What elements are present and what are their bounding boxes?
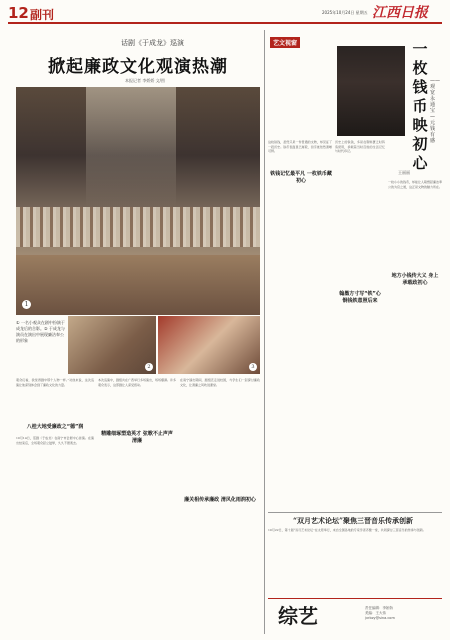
story-body-col3: 在南宁演出期间，剧组还走进校园，与学生们一起探讨廉政文化，让清廉之风吹进课堂。 [180, 378, 260, 387]
photo-3: 3 [158, 316, 260, 374]
footer-designer: 美编：王大伟 [365, 611, 386, 615]
story-headline: 掀起廉政文化观演热潮 [48, 57, 228, 77]
feature-body-col3: 一枚小小的钱币，却能让人联想起廉洁奉公的为官之道，这正是文物的魅力所在。 [388, 180, 442, 189]
second-feature-body: 10月22日，第十届“双月艺术论坛”在太原举行，来自全国各地的专家学者齐聚一堂，共同探讨三晋音乐的传承与创新。 [268, 528, 426, 532]
footer-credits [365, 606, 395, 621]
feature-subhead-1: 铁钱记忆最平凡 一枚铁币藏初心 [270, 171, 332, 184]
column-divider [264, 30, 265, 634]
paper-logo: 江西日报 [372, 5, 428, 21]
story-body-col1b: 10月14日，话剧《于成龙》在南宁市会展中心首演。在演出结束后，全场观众起立鼓掌，久久不愿离去。 [16, 436, 94, 445]
feature-title: 一枚钱币映初心 [412, 40, 428, 172]
feature-body-col2: 历史上的铁钱，多是在铜料匮乏时铸造使用，承载着当时百姓的生活记忆与时代印记。 [335, 140, 385, 154]
feature-section-label: 艺文视窗 [270, 37, 300, 48]
story-kicker: 话剧《于成龙》巡演 [121, 39, 184, 47]
photo-2: 2 [68, 316, 156, 374]
story-body-col1: 观众们看，我觉得剧中那个人物一样。”对他来说，这次巡演让他深刻体会到了廉政文化的力量。 [16, 378, 94, 387]
photo-caption: ① 一名小观众在剧中扮演于成龙后的合影。② 于成龙与演员在演出中展现廉洁奉公的形象 [16, 320, 65, 343]
feature-subtitle: ——观宽永通宝—元钱有感 [430, 78, 440, 144]
feature-photo [337, 46, 405, 136]
story-subhead-1: 八桂大地受廉政之“德”润 [26, 424, 84, 430]
footer-column-name: 综艺 [278, 604, 318, 628]
footer-email: jxrbzy@sina.com [365, 616, 395, 620]
feature-body-col1: 这枚铁钱，虽然只是一件普通的文物，却见证了一段历史。铁币表面虽已斑驳，但字迹依然清晰可辨。 [268, 140, 332, 154]
story-body-col2: 本次巡演中，剧组共在广西举行多场演出，场场爆满。许多观众表示，这部剧让人深受感动。 [98, 378, 176, 387]
section-name: 副刊 [30, 8, 55, 22]
feature-author: 王丽丽 [398, 170, 410, 175]
lead-photo: 1 [16, 87, 260, 315]
second-feature-title: “双月艺术论坛”聚焦三晋音乐传承创新 [292, 516, 414, 525]
issue-date: 2025年10月24日 星期五 [322, 10, 368, 15]
story-byline: 本报记者 李娇娇 文/图 [125, 78, 165, 83]
feature-subhead-2: 翰墨方寸写“铁”心 铜钱铁意照后来 [339, 291, 381, 304]
feature-subhead-3: 地方小钱传大义 身上承载政初心 [391, 273, 439, 286]
page-number: 12 [8, 4, 29, 22]
header-rule [8, 22, 442, 24]
story-subhead-2: 精雕细琢塑造英才 弦歌不止声声清廉 [101, 431, 173, 444]
footer-editor: 责任编辑：李娇娇 [365, 606, 393, 610]
feature-divider [268, 512, 442, 513]
story-subhead-3: 廉关相传承廉政 清风化雨润初心 [184, 497, 256, 503]
